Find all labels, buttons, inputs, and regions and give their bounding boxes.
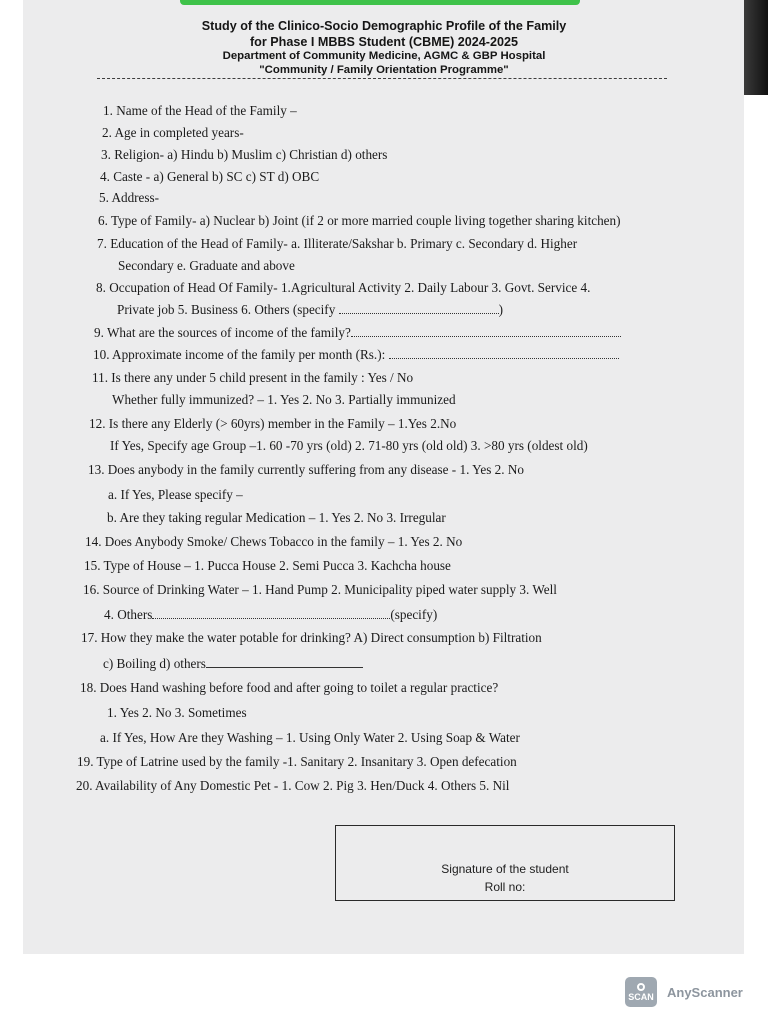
question-11-sub: Whether fully immunized? – 1. Yes 2. No 3. Partially immunized bbox=[112, 392, 456, 407]
signature-label: Signature of the student bbox=[441, 862, 569, 876]
question-3: 3. Religion- a) Hindu b) Muslim c) Christian d) others bbox=[101, 147, 388, 162]
question-13: 13. Does anybody in the family currently suffering from any disease - 1. Yes 2. No bbox=[88, 462, 524, 477]
question-12: 12. Is there any Elderly (> 60yrs) member in the Family – 1.Yes 2.No bbox=[89, 416, 457, 431]
question-9 bbox=[94, 325, 621, 341]
question-17-cont bbox=[103, 656, 363, 672]
question-1: 1. Name of the Head of the Family – bbox=[103, 103, 297, 118]
question-16-cont-text: 4. Others bbox=[104, 607, 153, 622]
scan-logo-text: SCAN bbox=[628, 991, 654, 1002]
answer-line bbox=[339, 303, 499, 314]
department-line: Department of Community Medicine, AGMC & GBP Hospital bbox=[222, 50, 546, 62]
question-18-options: 1. Yes 2. No 3. Sometimes bbox=[107, 705, 247, 720]
question-13-a: a. If Yes, Please specify – bbox=[108, 487, 243, 502]
question-14: 14. Does Anybody Smoke/ Chews Tobacco in the family – 1. Yes 2. No bbox=[85, 534, 463, 549]
scanner-brand: AnyScanner bbox=[667, 984, 743, 1000]
answer-line bbox=[351, 326, 621, 337]
question-16: 16. Source of Drinking Water – 1. Hand Pump 2. Municipality piped water supply 3. Well bbox=[83, 582, 557, 597]
question-11: 11. Is there any under 5 child present in the family : Yes / No bbox=[92, 370, 414, 385]
question-13-b: b. Are they taking regular Medication – 1. Yes 2. No 3. Irregular bbox=[107, 510, 446, 525]
question-7: 7. Education of the Head of Family- a. Illiterate/Sakshar b. Primary c. Secondary d. Higher bbox=[97, 236, 578, 251]
answer-line bbox=[389, 348, 619, 359]
roll-number-label: Roll no: bbox=[484, 880, 526, 894]
question-5: 5. Address- bbox=[99, 190, 160, 205]
document-subtitle: for Phase I MBBS Student (CBME) 2024-2025 bbox=[249, 35, 519, 49]
question-10 bbox=[93, 347, 619, 363]
question-19: 19. Type of Latrine used by the family -1. Sanitary 2. Insanitary 3. Open defecation bbox=[77, 754, 517, 769]
scan-logo-icon bbox=[625, 977, 657, 1007]
question-9-text: 9. What are the sources of income of the family? bbox=[94, 325, 351, 340]
green-strip bbox=[180, 0, 580, 5]
question-20: 20. Availability of Any Domestic Pet - 1. Cow 2. Pig 3. Hen/Duck 4. Others 5. Nil bbox=[76, 778, 510, 793]
question-16-cont bbox=[104, 607, 437, 623]
question-10-text: 10. Approximate income of the family per month (Rs.): bbox=[93, 347, 386, 362]
answer-line bbox=[152, 608, 390, 619]
scanner-watermark bbox=[625, 977, 743, 1007]
question-7-cont: Secondary e. Graduate and above bbox=[118, 258, 295, 273]
question-8: 8. Occupation of Head Of Family- 1.Agricultural Activity 2. Daily Labour 3. Govt. Service 4. bbox=[96, 280, 591, 295]
question-17-cont-text: c) Boiling d) others bbox=[103, 656, 206, 671]
question-18-a: a. If Yes, How Are they Washing – 1. Using Only Water 2. Using Soap & Water bbox=[100, 730, 520, 745]
question-15: 15. Type of House – 1. Pucca House 2. Semi Pucca 3. Kachcha house bbox=[84, 558, 451, 573]
question-8-cont-text: Private job 5. Business 6. Others (specify bbox=[117, 302, 336, 317]
document-title: Study of the Clinico-Socio Demographic Profile of the Family bbox=[201, 19, 567, 33]
question-2: 2. Age in completed years- bbox=[102, 125, 244, 140]
question-8-cont: Private job 5. Business 6. Others (specify ) bbox=[117, 302, 503, 317]
question-18: 18. Does Hand washing before food and after going to toilet a regular practice? bbox=[80, 680, 499, 695]
question-4: 4. Caste - a) General b) SC c) ST d) OBC bbox=[100, 169, 320, 184]
question-17: 17. How they make the water potable for drinking? A) Direct consumption b) Filtration bbox=[81, 630, 542, 645]
header-divider bbox=[97, 78, 667, 79]
question-16-specify: (specify) bbox=[390, 607, 438, 622]
answer-line bbox=[206, 657, 363, 668]
question-6: 6. Type of Family- a) Nuclear b) Joint (if 2 or more married couple living together sharing kitchen) bbox=[98, 213, 621, 228]
question-12-sub: If Yes, Specify age Group –1. 60 -70 yrs (old) 2. 71-80 yrs (old old) 3. >80 yrs (oldest old) bbox=[110, 438, 588, 453]
signature-box bbox=[335, 825, 675, 901]
programme-line: "Community / Family Orientation Programme" bbox=[259, 64, 509, 76]
